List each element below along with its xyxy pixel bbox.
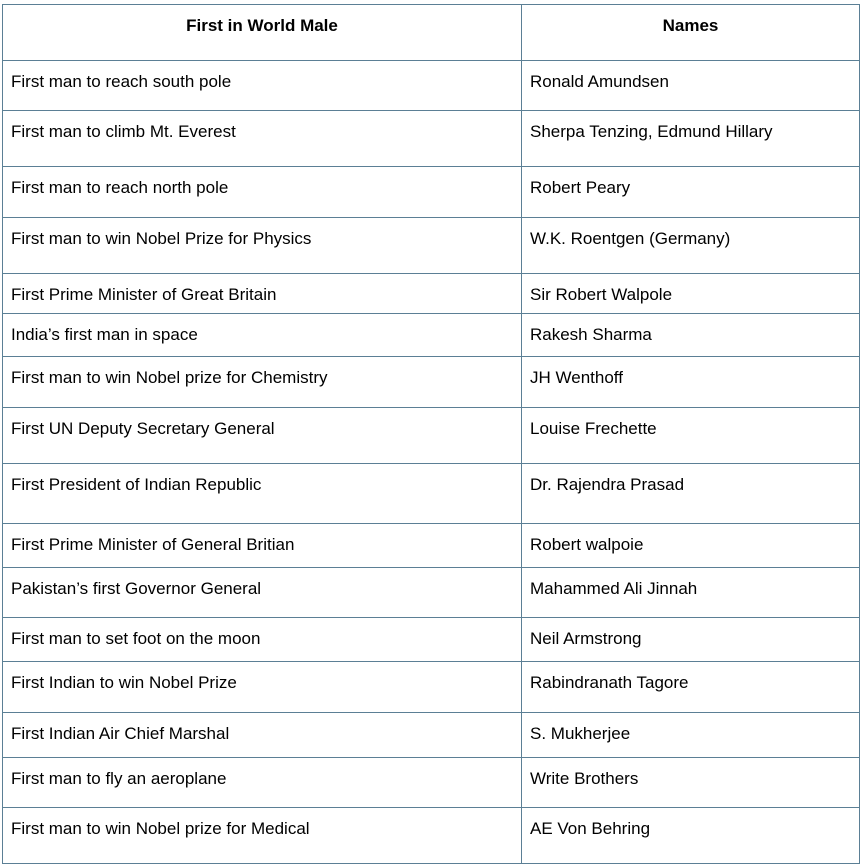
header-first-in-world-male: First in World Male bbox=[3, 5, 522, 61]
table-row bbox=[3, 61, 860, 111]
achievement-cell: First Prime Minister of General Britian bbox=[3, 524, 522, 568]
table-row bbox=[3, 167, 860, 218]
name-cell: Sherpa Tenzing, Edmund Hillary bbox=[522, 111, 860, 167]
name-cell: Rabindranath Tagore bbox=[522, 662, 860, 713]
table-row bbox=[3, 758, 860, 808]
name-cell: JH Wenthoff bbox=[522, 357, 860, 408]
name-cell: Write Brothers bbox=[522, 758, 860, 808]
header-row bbox=[3, 5, 860, 61]
achievement-cell: First man to win Nobel Prize for Physics bbox=[3, 218, 522, 274]
name-cell: Mahammed Ali Jinnah bbox=[522, 568, 860, 618]
achievement-cell: First man to climb Mt. Everest bbox=[3, 111, 522, 167]
name-cell: Sir Robert Walpole bbox=[522, 274, 860, 314]
achievement-cell: First man to reach north pole bbox=[3, 167, 522, 218]
table-row bbox=[3, 408, 860, 464]
table-row bbox=[3, 713, 860, 758]
table-row bbox=[3, 111, 860, 167]
table-row bbox=[3, 618, 860, 662]
achievement-cell: First man to win Nobel prize for Chemistry bbox=[3, 357, 522, 408]
name-cell: Dr. Rajendra Prasad bbox=[522, 464, 860, 524]
achievement-cell: First President of Indian Republic bbox=[3, 464, 522, 524]
table-row bbox=[3, 464, 860, 524]
achievement-cell: First man to reach south pole bbox=[3, 61, 522, 111]
table-row bbox=[3, 274, 860, 314]
table-row bbox=[3, 568, 860, 618]
table-row bbox=[3, 662, 860, 713]
name-cell: Rakesh Sharma bbox=[522, 314, 860, 357]
table-row bbox=[3, 314, 860, 357]
name-cell: Robert walpoie bbox=[522, 524, 860, 568]
achievement-cell: Pakistan’s first Governor General bbox=[3, 568, 522, 618]
name-cell: W.K. Roentgen (Germany) bbox=[522, 218, 860, 274]
table-row bbox=[3, 218, 860, 274]
table-row bbox=[3, 808, 860, 864]
achievement-cell: India’s first man in space bbox=[3, 314, 522, 357]
achievement-cell: First Indian Air Chief Marshal bbox=[3, 713, 522, 758]
name-cell: Robert Peary bbox=[522, 167, 860, 218]
name-cell: Louise Frechette bbox=[522, 408, 860, 464]
header-names: Names bbox=[522, 5, 860, 61]
firsts-table bbox=[2, 4, 860, 864]
name-cell: Ronald Amundsen bbox=[522, 61, 860, 111]
achievement-cell: First man to win Nobel prize for Medical bbox=[3, 808, 522, 864]
achievement-cell: First Prime Minister of Great Britain bbox=[3, 274, 522, 314]
achievement-cell: First Indian to win Nobel Prize bbox=[3, 662, 522, 713]
table-row bbox=[3, 524, 860, 568]
achievement-cell: First man to set foot on the moon bbox=[3, 618, 522, 662]
achievement-cell: First UN Deputy Secretary General bbox=[3, 408, 522, 464]
name-cell: Neil Armstrong bbox=[522, 618, 860, 662]
name-cell: S. Mukherjee bbox=[522, 713, 860, 758]
achievement-cell: First man to fly an aeroplane bbox=[3, 758, 522, 808]
table-row bbox=[3, 357, 860, 408]
name-cell: AE Von Behring bbox=[522, 808, 860, 864]
